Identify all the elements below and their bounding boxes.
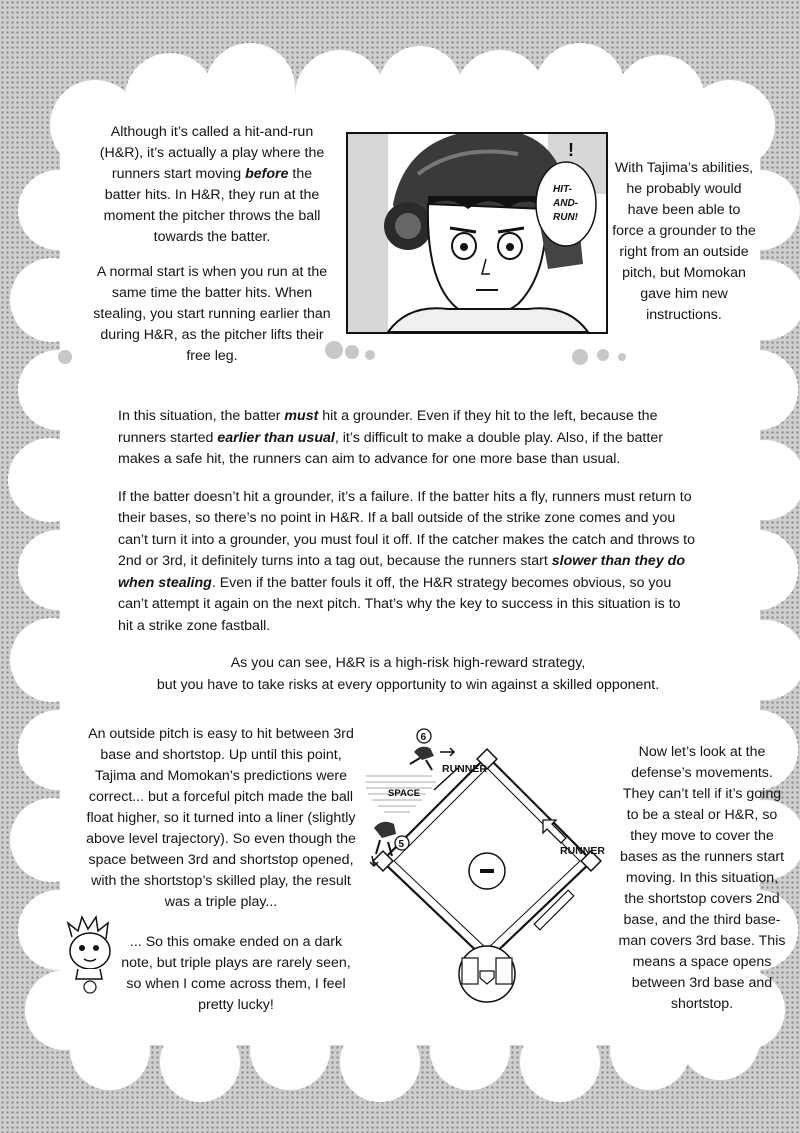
main-explanation: [118, 406, 698, 712]
intro-paragraph-2: A normal start is when you run at the same time the batter hits. When stealing, you start running earlier than during H&R, as the pitcher lifts their free leg.: [93, 264, 331, 364]
intro-paragraph-1: Although it’s called a hit-and-run (H&R), it’s actually a play where the runners start moving before the batter hits. In H&R, they run at the moment the pitcher throws the ball towards the batter.: [99, 124, 325, 245]
player-5-label: 5: [398, 839, 405, 850]
triple-play-paragraph-1: An outside pitch is easy to hit between 3rd base and shortstop. Up until this point, Tajima and Momokan’s predictions were correct... but a forceful pitch made the ball float higher, so it turned into a liner (slightly above level trajectory). So even though the space between 3rd and shortstop opened, with the shortstop’s skilled play, the result was a triple play...: [86, 726, 356, 910]
runner-label-first: RUNNER: [560, 845, 605, 857]
player-6-label: 6: [420, 732, 427, 743]
defense-paragraph: Now let’s look at the defense’s movements. They can’t tell if it’s going to be a steal or H&R, so they move to cover the bases as the runners start moving. In this situation, the shortstop covers 2nd base, and the third base-man covers 3rd base. This means a space opens between 3rd base and shortstop.: [618, 744, 786, 1012]
bubble-line-3: RUN!: [553, 212, 578, 223]
bubble-line-1: HIT-: [553, 184, 572, 195]
intro-text-block: [92, 122, 332, 381]
omake-paragraph: ... So this omake ended on a dark note, but triple plays are rarely seen, so when I come across them, I feel pretty lucky!: [121, 934, 351, 1013]
main-paragraph-3: As you can see, H&R is a high-risk high-reward strategy, but you have to take risks at every opportunity to win against a skilled opponent.: [156, 655, 660, 693]
space-label: SPACE: [388, 788, 421, 799]
main-paragraph-2: If the batter doesn’t hit a grounder, it’s a failure. If the batter hits a fly, runners must return to their bases, so there’s no point in H&R. If a ball outside of the strike zone comes and you can’t turn it into a grounder, you must foul it off. If the catcher makes the catch and throws to 2nd or 3rd, it definitely turns into a tag out, because the runners start slower than they do when stealing. Even if the batter fouls it off, the H&R strategy becomes obvious, so you can’t attempt it again on the next pitch. That’s why the key to success in this situation is to hit a strike zone fastball.: [118, 488, 696, 634]
tajima-note-text: With Tajima’s abilities, he probably would have been able to force a grounder to the right from an outside pitch, but Momokan gave him new instructions.: [612, 160, 756, 323]
tajima-illustration: [348, 134, 606, 332]
omake-note: [120, 932, 352, 1030]
main-paragraph-1: In this situation, the batter must hit a grounder. Even if they hit to the left, because the runners started earlier than usual, it’s difficult to make a double play. Also, if the batter makes a safe hit, the runners can aim to advance for one more base than usual.: [118, 408, 663, 467]
author-chibi-icon: [62, 915, 118, 995]
triple-play-note: [86, 724, 356, 927]
exclaim-mark: !: [568, 140, 574, 160]
manga-panel: [346, 132, 608, 334]
bubble-line-2: AND-: [553, 198, 578, 209]
tajima-note: [610, 158, 758, 340]
defense-note: [616, 742, 788, 1029]
defense-diagram: [362, 716, 612, 1011]
runner-label-second: RUNNER: [442, 763, 487, 775]
